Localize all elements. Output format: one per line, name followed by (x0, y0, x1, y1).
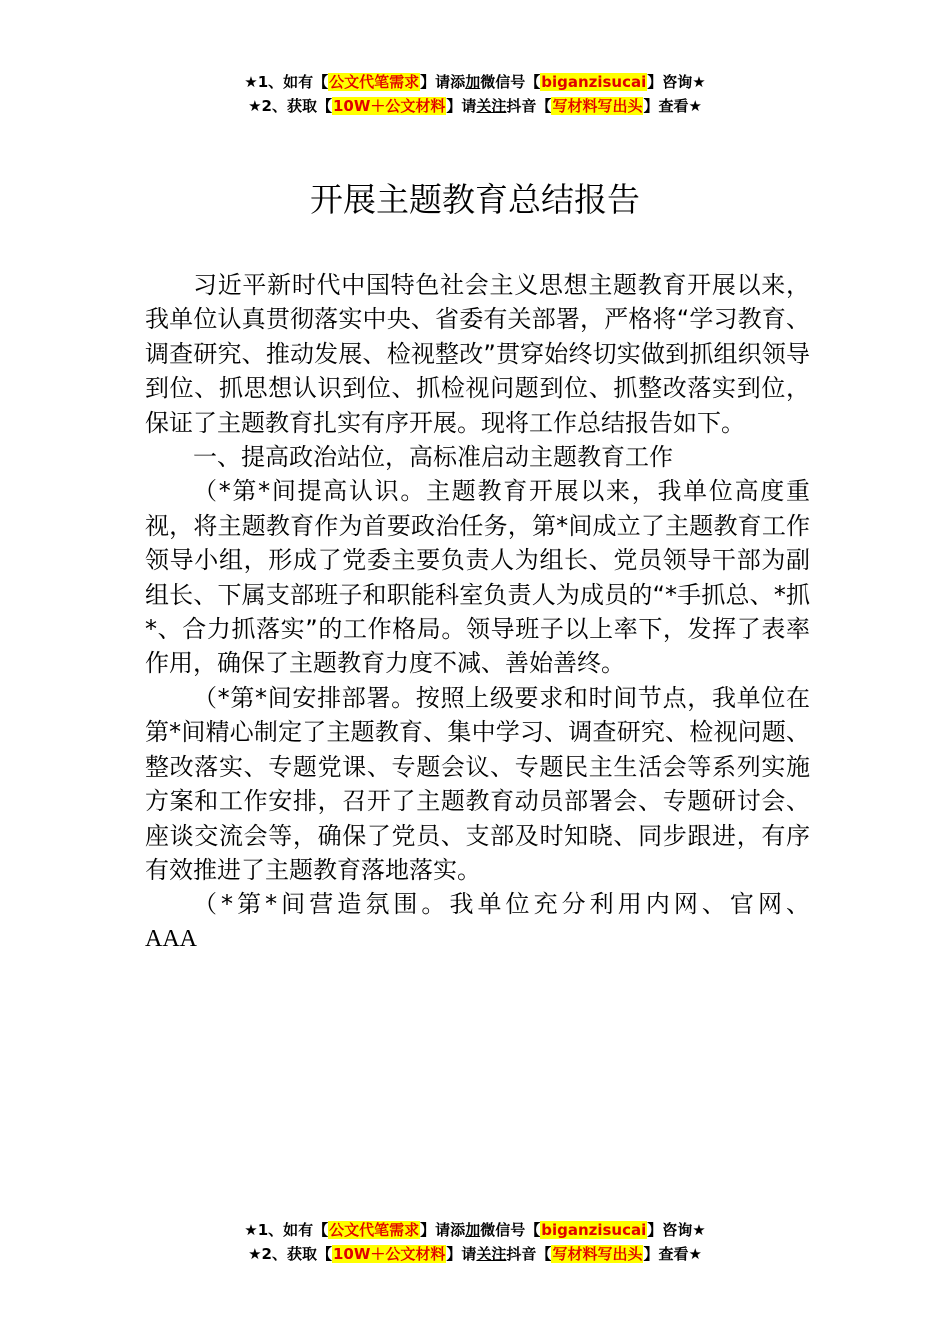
footer-line-1: ★1、如有【公文代笔需求】请添加微信号【biganzisucai】咨询★ (244, 1221, 706, 1239)
footer-highlight-wechat-id: biganzisucai (541, 1221, 647, 1239)
footer-line-2: ★2、获取【10W＋公文材料】请关注抖音【写材料写出头】查看★ (248, 1245, 702, 1263)
footer-highlight-service: 公文代笔需求 (329, 1221, 420, 1239)
banner-line-2: ★2、获取【10W＋公文材料】请关注抖音【写材料写出头】查看★ (248, 97, 702, 115)
header-banner (0, 71, 950, 119)
paragraph-1: （*第*间提高认识。主题教育开展以来，我单位高度重视，将主题教育作为首要政治任务，第*间成立了主题教育工作领导小组，形成了党委主要负责人为组长、党员领导干部为副组长、下属支部班子和职能科室负责人为成员的“*手抓总、*抓*、合力抓落实”的工作格局。领导班子以上率下，发挥了表率作用，确保了主题教育力度不减、善始善终。 (145, 477, 810, 678)
paragraph-intro: 习近平新时代中国特色社会主义思想主题教育开展以来，我单位认真贯彻落实中央、省委有关部署，严格将“学习教育、调查研究、推动发展、检视整改”贯穿始终切实做到抓组织领导到位、抓思想认识到位、抓检视问题到位、抓整改落实到位，保证了主题教育扎实有序开展。现将工作总结报告如下。 (145, 271, 810, 437)
banner-line-1: ★1、如有【公文代笔需求】请添加微信号【biganzisucai】咨询★ (244, 73, 706, 91)
highlight-materials: 10W＋公文材料 (332, 97, 446, 115)
footer-highlight-materials: 10W＋公文材料 (332, 1245, 446, 1263)
trailing-text: AAA (145, 925, 197, 952)
paragraph-3: （*第*间营造氛围。我单位充分利用内网、官网、 (193, 890, 810, 919)
footer-highlight-douyin: 写材料写出头 (552, 1245, 643, 1263)
paragraph-2: （*第*间安排部署。按照上级要求和时间节点，我单位在第*间精心制定了主题教育、集中学习、调查研究、检视问题、整改落实、专题党课、专题会议、专题民主生活会等系列实施方案和工作安排，召开了主题教育动员部署会、专题研讨会、座谈交流会等，确保了党员、支部及时知晓、同步跟进，有序有效推进了主题教育落地落实。 (145, 683, 810, 884)
document-title: 开展主题教育总结报告 (310, 180, 640, 219)
footer-banner (0, 1219, 950, 1267)
document-body (145, 268, 810, 956)
section-heading-1: 一、提高政治站位，高标准启动主题教育工作 (193, 443, 673, 472)
highlight-service: 公文代笔需求 (329, 73, 420, 91)
highlight-douyin: 写材料写出头 (552, 97, 643, 115)
highlight-wechat-id: biganzisucai (541, 73, 647, 91)
